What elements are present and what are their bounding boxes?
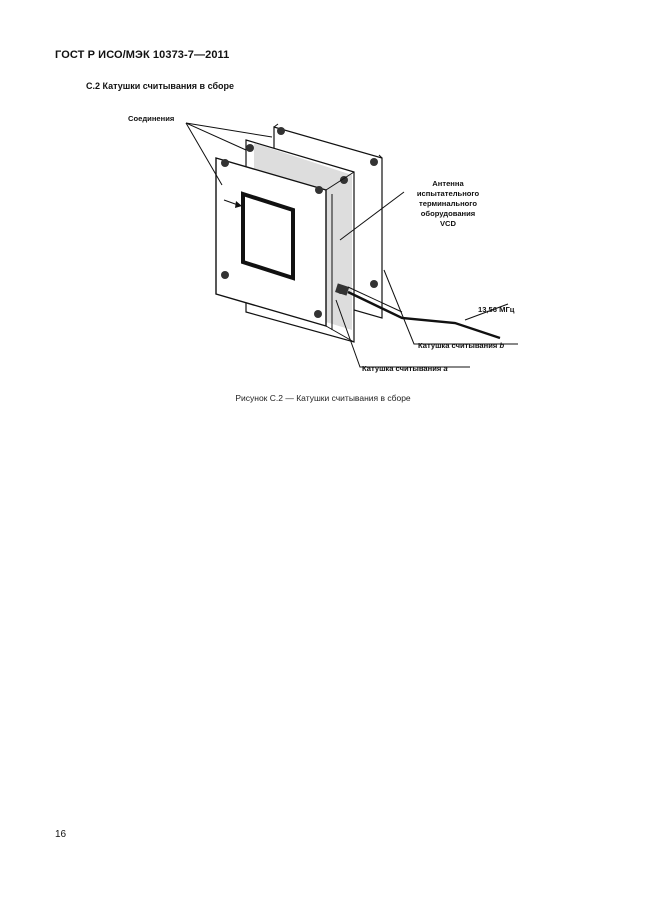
svg-text:терминального: терминального	[419, 199, 477, 208]
reader-coil-assembly-figure	[0, 0, 646, 400]
label-antenna	[417, 179, 480, 228]
page-number: 16	[55, 829, 67, 840]
svg-text:Катушка считывания b: Катушка считывания b	[418, 341, 505, 350]
svg-text:Антенна: Антенна	[432, 179, 464, 188]
svg-text:оборудования: оборудования	[420, 209, 476, 218]
svg-text:Катушка считывания a: Катушка считывания a	[362, 364, 448, 373]
figure-caption: Рисунок С.2 — Катушки считывания в сборе	[235, 393, 411, 403]
label-connections: Соединения	[128, 114, 175, 123]
document-header: ГОСТ Р ИСО/МЭК 10373-7—2011	[55, 49, 230, 61]
svg-text:испытательного: испытательного	[416, 189, 480, 198]
svg-text:VCD: VCD	[439, 219, 457, 228]
label-coil-a	[362, 364, 448, 373]
section-title: С.2 Катушки считывания в сборе	[86, 81, 235, 91]
label-coil-b	[418, 341, 504, 350]
label-frequency: 13,56 МГц	[478, 305, 515, 314]
